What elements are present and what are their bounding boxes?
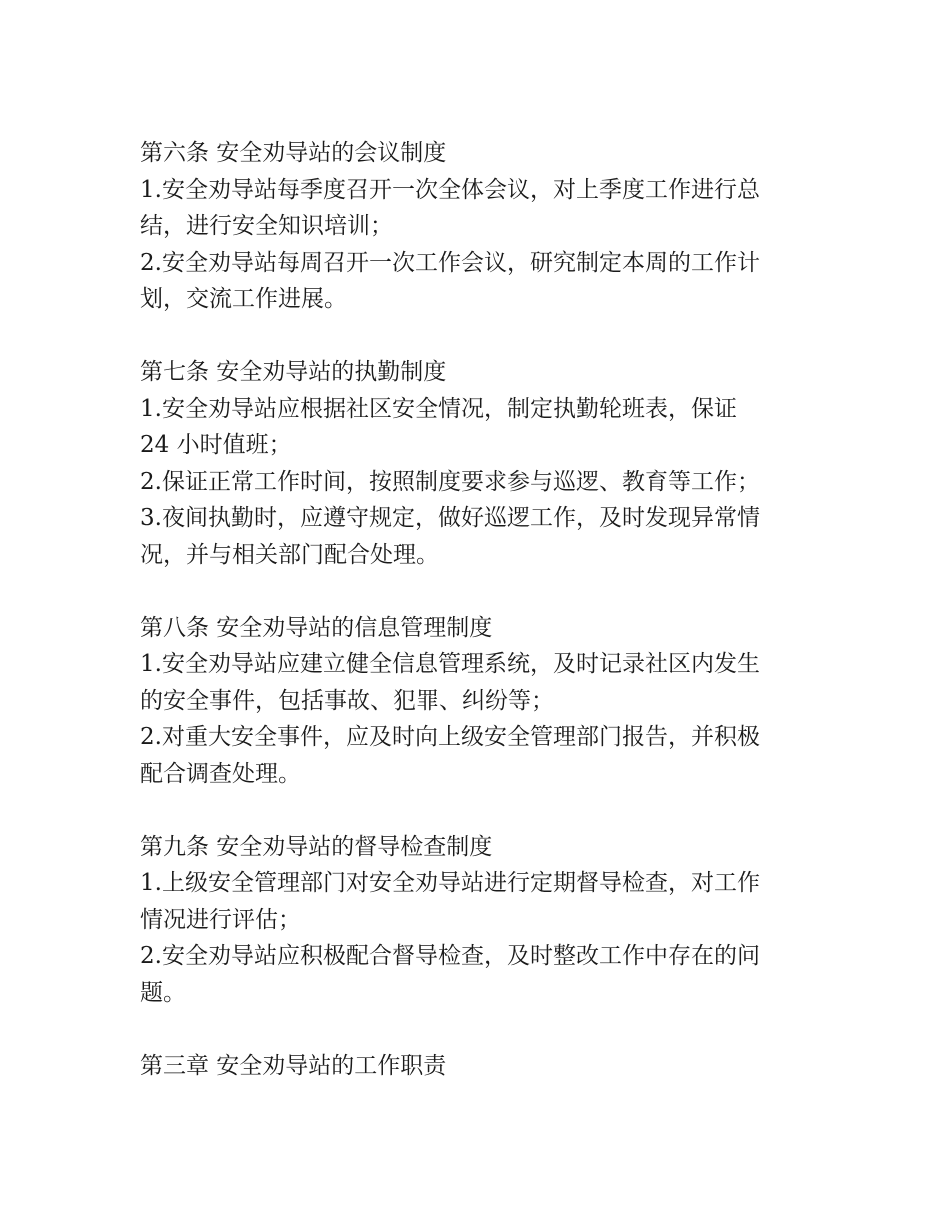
section-heading: 第六条 安全劝导站的会议制度 [140,140,447,166]
chapter-3 [140,1048,812,1085]
paragraph-line: 划，交流工作进展。 [140,286,347,312]
paragraph-line: 情况进行评估； [140,906,301,933]
section-heading: 第七条 安全劝导站的执勤制度 [140,359,447,385]
paragraph-line: 结，进行安全知识培训； [140,213,393,239]
blank-line [140,1011,812,1048]
paragraph-line: 2.对重大安全事件，应及时向上级安全管理部门报告，并积极 [140,724,760,750]
blank-line [140,318,812,355]
blank-line [140,573,812,610]
paragraph-line: 题。 [140,979,186,1006]
paragraph-line: 况，并与相关部门配合处理。 [140,541,439,568]
paragraph-line: 的安全事件，包括事故、犯罪、纠纷等； [140,687,554,714]
paragraph-line: 2.安全劝导站每周召开一次工作会议，研究制定本周的工作计 [140,249,760,276]
document-page [140,135,812,1084]
paragraph-line: 1.上级安全管理部门对安全劝导站进行定期督导检查，对工作 [140,870,760,896]
paragraph-line: 1.安全劝导站每季度召开一次全体会议，对上季度工作进行总 [140,176,760,203]
paragraph-line: 24 小时值班； [140,432,292,458]
paragraph-line: 2.保证正常工作时间，按照制度要求参与巡逻、教育等工作； [140,468,760,495]
paragraph-line: 2.安全劝导站应积极配合督导检查，及时整改工作中存在的问 [140,943,760,969]
section-article-7 [140,354,812,573]
paragraph-line: 1.安全劝导站应根据社区安全情况，制定执勤轮班表，保证 [140,395,737,422]
section-article-8 [140,610,812,793]
paragraph-line: 3.夜间执勤时，应遵守规定，做好巡逻工作，及时发现异常情 [140,505,760,531]
section-article-6 [140,135,812,318]
paragraph-line: 1.安全劝导站应建立健全信息管理系统，及时记录社区内发生 [140,651,760,677]
section-heading: 第九条 安全劝导站的督导检查制度 [140,833,493,860]
section-heading: 第八条 安全劝导站的信息管理制度 [140,614,493,641]
paragraph-line: 配合调查处理。 [140,760,301,787]
section-article-9 [140,829,812,1012]
blank-line [140,792,812,829]
chapter-heading: 第三章 安全劝导站的工作职责 [140,1052,447,1079]
